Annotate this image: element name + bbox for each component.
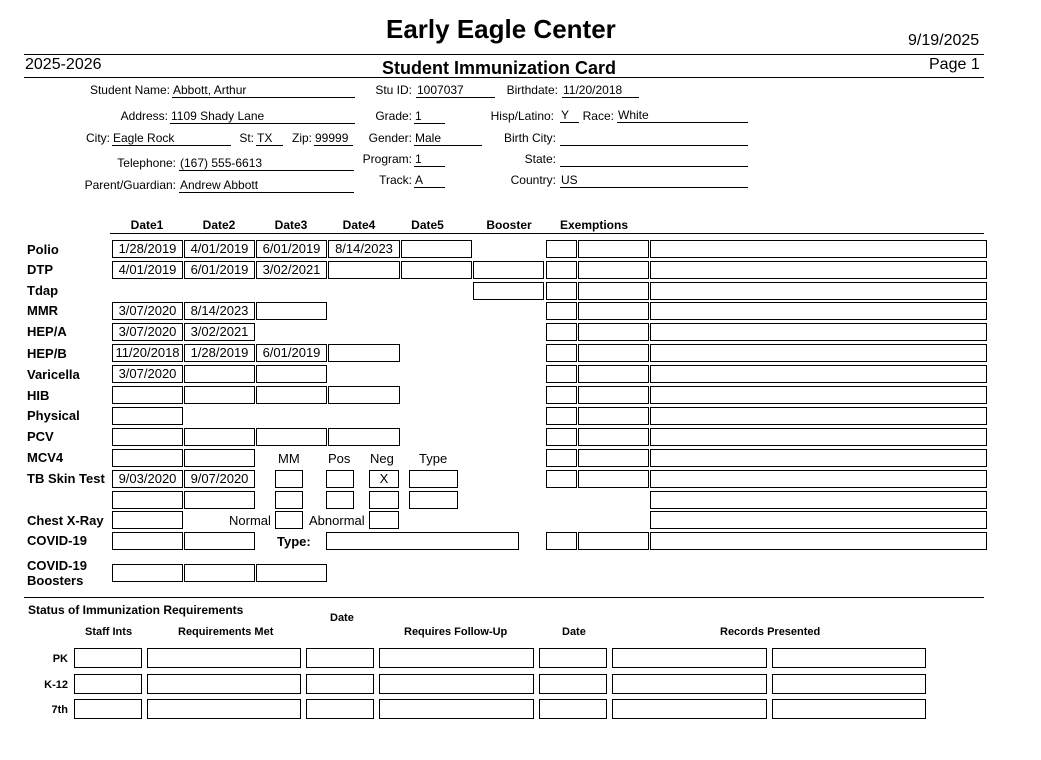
date-field[interactable]	[306, 699, 374, 719]
date-field[interactable]: 4/01/2019	[184, 240, 255, 258]
exemption-note[interactable]	[650, 240, 987, 258]
exemption-check[interactable]	[546, 240, 577, 258]
grade-value: 1	[414, 109, 445, 124]
date-field[interactable]	[112, 564, 183, 582]
date-field[interactable]: 3/02/2021	[256, 261, 327, 279]
date-field[interactable]	[184, 365, 255, 383]
exemption-note[interactable]	[650, 344, 987, 362]
vaccine-label: COVID-19	[27, 558, 87, 573]
stu-id-value: 1007037	[416, 83, 495, 98]
date-field[interactable]	[539, 699, 607, 719]
stu-id-label: Stu ID:	[375, 83, 412, 97]
race-label: Race:	[582, 109, 614, 123]
print-date: 9/19/2025	[908, 32, 980, 49]
exemption-note[interactable]	[650, 261, 987, 279]
status-row-label: 7th	[51, 704, 68, 716]
date-field[interactable]	[256, 428, 327, 446]
vaccine-label: HEP/B	[27, 346, 67, 361]
exemption-date[interactable]	[578, 428, 649, 446]
tb-neg-label: Neg	[370, 451, 394, 466]
hisp-label: Hisp/Latino:	[490, 109, 554, 123]
normal-check[interactable]	[275, 511, 303, 529]
vaccine-label: DTP	[27, 262, 53, 277]
date-field[interactable]: 3/07/2020	[112, 365, 183, 383]
exemption-date[interactable]	[578, 532, 649, 550]
vaccine-label: Varicella	[27, 367, 80, 382]
birthdate-label: Birthdate:	[506, 83, 558, 97]
date-field[interactable]: 3/07/2020	[112, 302, 183, 320]
tb-mm-label: MM	[278, 451, 300, 466]
exemption-note[interactable]	[650, 365, 987, 383]
date-field[interactable]	[112, 532, 183, 550]
state-label: St:	[239, 131, 254, 145]
status-col-records: Records Presented	[720, 626, 821, 638]
zip-value: 99999	[314, 131, 353, 146]
date-field[interactable]	[184, 386, 255, 404]
city-value: Eagle Rock	[112, 131, 231, 146]
abnormal-label: Abnormal	[309, 513, 365, 528]
vaccine-label: Boosters	[27, 573, 84, 588]
date-field[interactable]	[256, 365, 327, 383]
exemption-check[interactable]	[546, 344, 577, 362]
date-field[interactable]	[112, 428, 183, 446]
col-date5: Date5	[411, 218, 444, 232]
parent-label: Parent/Guardian:	[84, 178, 176, 192]
vaccine-label: Chest X-Ray	[27, 513, 104, 528]
date-field[interactable]: 3/07/2020	[112, 323, 183, 341]
header-divider	[24, 54, 984, 55]
vaccine-label: COVID-19	[27, 533, 87, 548]
exemption-date[interactable]	[578, 470, 649, 488]
exemption-check[interactable]	[546, 470, 577, 488]
exemption-date[interactable]	[578, 407, 649, 425]
col-exemptions: Exemptions	[560, 218, 629, 232]
track-label: Track:	[379, 173, 412, 187]
date-field[interactable]: 6/01/2019	[256, 344, 327, 362]
city-label: City:	[86, 131, 110, 145]
normal-label: Normal	[229, 513, 271, 528]
exemption-check[interactable]	[546, 532, 577, 550]
staff-ints-field[interactable]	[74, 699, 142, 719]
exemption-date[interactable]	[578, 386, 649, 404]
date-field[interactable]: 11/20/2018	[112, 344, 183, 362]
date-field[interactable]	[184, 532, 255, 550]
hisp-value: Y	[560, 108, 579, 123]
race-value: White	[617, 108, 748, 123]
col-date4: Date4	[342, 218, 376, 232]
date-field[interactable]	[306, 674, 374, 694]
exemption-date[interactable]	[578, 240, 649, 258]
exemption-date[interactable]	[578, 282, 649, 300]
booster-field[interactable]	[473, 261, 544, 279]
exemption-note[interactable]	[650, 449, 987, 467]
vaccine-label: Polio	[27, 242, 59, 257]
birth-state-label: State:	[524, 152, 556, 166]
exemption-check[interactable]	[546, 386, 577, 404]
status-col-staff: Staff Ints	[85, 626, 133, 638]
vaccine-label: HEP/A	[27, 324, 67, 339]
col-date2: Date2	[202, 218, 236, 232]
date-field[interactable]	[184, 428, 255, 446]
columns-divider	[110, 233, 984, 234]
exemption-note[interactable]	[650, 428, 987, 446]
exemption-note[interactable]	[650, 470, 987, 488]
exemption-note[interactable]	[650, 386, 987, 404]
req-met-field[interactable]	[147, 674, 301, 694]
date-field[interactable]: 8/14/2023	[328, 240, 400, 258]
date-field[interactable]	[256, 564, 327, 582]
page-number: Page 1	[929, 56, 980, 73]
date-field[interactable]: 6/01/2019	[184, 261, 255, 279]
student-name-value: Abbott, Arthur	[172, 83, 355, 98]
date-field[interactable]	[539, 648, 607, 668]
date-field[interactable]: 4/01/2019	[112, 261, 183, 279]
date-field[interactable]	[112, 449, 183, 467]
address-value: 1109 Shady Lane	[170, 109, 355, 124]
date-field[interactable]	[112, 407, 183, 425]
records-field[interactable]	[612, 674, 767, 694]
covid-type-field[interactable]	[326, 532, 519, 550]
country-label: Country:	[510, 173, 556, 187]
program-value: 1	[414, 152, 445, 167]
col-date1: Date1	[130, 218, 164, 232]
date-field[interactable]	[112, 511, 183, 529]
date-field[interactable]: 9/07/2020	[184, 470, 255, 488]
tb-type-field[interactable]	[409, 470, 458, 488]
exemption-note[interactable]	[650, 532, 987, 550]
date-field[interactable]	[112, 386, 183, 404]
date-field[interactable]	[328, 428, 400, 446]
exemption-check[interactable]	[546, 428, 577, 446]
status-title: Status of Immunization Requirements	[28, 603, 244, 617]
exemption-check[interactable]	[546, 449, 577, 467]
school-year: 2025-2026	[25, 56, 102, 73]
records-field[interactable]	[612, 648, 767, 668]
exemption-note[interactable]	[650, 302, 987, 320]
exemption-note[interactable]	[650, 407, 987, 425]
exemption-date[interactable]	[578, 302, 649, 320]
exemption-note[interactable]	[650, 491, 987, 509]
date-field[interactable]	[328, 344, 400, 362]
follow-up-field[interactable]	[379, 699, 534, 719]
exemption-check[interactable]	[546, 282, 577, 300]
exemption-check[interactable]	[546, 365, 577, 383]
vaccine-label: Tdap	[27, 283, 59, 298]
status-row-label: K-12	[44, 679, 68, 691]
covid-type-label: Type:	[277, 534, 311, 549]
date-field[interactable]: 1/28/2019	[184, 344, 255, 362]
date-field[interactable]	[112, 491, 183, 509]
req-met-field[interactable]	[147, 699, 301, 719]
country-value: US	[560, 173, 748, 188]
birth-city-value	[560, 131, 748, 146]
tb-mm-field[interactable]	[275, 470, 303, 488]
exemption-check[interactable]	[546, 261, 577, 279]
tb-pos-label: Pos	[328, 451, 351, 466]
date-field[interactable]: 1/28/2019	[112, 240, 183, 258]
state-value: TX	[256, 131, 283, 146]
abnormal-check[interactable]	[369, 511, 399, 529]
exemption-check[interactable]	[546, 407, 577, 425]
tb-mm-field[interactable]	[275, 491, 303, 509]
date-field[interactable]: 8/14/2023	[184, 302, 255, 320]
zip-label: Zip:	[291, 131, 312, 145]
tb-neg-field[interactable]: X	[369, 470, 399, 488]
tb-neg-field[interactable]	[369, 491, 399, 509]
records-field[interactable]	[772, 699, 926, 719]
exemption-date[interactable]	[578, 449, 649, 467]
status-col-req-met: Requirements Met	[178, 626, 274, 638]
status-col-follow: Requires Follow-Up	[404, 626, 508, 638]
telephone-label: Telephone:	[117, 156, 176, 170]
date-field[interactable]	[306, 648, 374, 668]
exemption-note[interactable]	[650, 323, 987, 341]
gender-label: Gender:	[368, 131, 412, 145]
exemption-check[interactable]	[546, 323, 577, 341]
program-label: Program:	[362, 152, 412, 166]
center-name: Early Eagle Center	[386, 14, 616, 44]
date-field[interactable]	[184, 564, 255, 582]
records-field[interactable]	[772, 648, 926, 668]
birth-state-value	[560, 152, 748, 167]
date-field[interactable]	[539, 674, 607, 694]
exemption-date[interactable]	[578, 344, 649, 362]
student-name-label: Student Name:	[89, 83, 170, 97]
booster-field[interactable]	[473, 282, 544, 300]
tb-pos-field[interactable]	[326, 470, 354, 488]
card-title: Student Immunization Card	[382, 58, 616, 78]
address-label: Address:	[120, 109, 168, 123]
date-field[interactable]: 9/03/2020	[112, 470, 183, 488]
telephone-value: (167) 555-6613	[179, 156, 354, 171]
exemption-date[interactable]	[578, 323, 649, 341]
exemption-check[interactable]	[546, 302, 577, 320]
status-col-date2: Date	[562, 626, 586, 638]
staff-ints-field[interactable]	[74, 674, 142, 694]
gender-value: Male	[414, 131, 482, 146]
date-field[interactable]	[184, 491, 255, 509]
follow-up-field[interactable]	[379, 674, 534, 694]
vaccine-label: PCV	[27, 429, 54, 444]
status-divider	[24, 597, 984, 598]
col-date3: Date3	[274, 218, 308, 232]
status-col-date: Date	[330, 612, 354, 624]
vaccine-label: Physical	[27, 408, 80, 423]
date-field[interactable]	[256, 386, 327, 404]
tb-pos-field[interactable]	[326, 491, 354, 509]
date-field[interactable]	[328, 386, 400, 404]
birthdate-value: 11/20/2018	[562, 83, 639, 98]
status-row-label: PK	[52, 653, 68, 665]
date-field[interactable]: 6/01/2019	[256, 240, 327, 258]
date-field[interactable]	[256, 302, 327, 320]
vaccine-label: MMR	[27, 303, 59, 318]
follow-up-field[interactable]	[379, 648, 534, 668]
grade-label: Grade:	[375, 109, 412, 123]
tb-type-label: Type	[419, 451, 448, 466]
birth-city-label: Birth City:	[503, 131, 556, 145]
date-field[interactable]	[401, 261, 472, 279]
date-field[interactable]	[328, 261, 400, 279]
col-booster: Booster	[486, 218, 532, 232]
vaccine-label: HIB	[27, 388, 50, 403]
parent-value: Andrew Abbott	[179, 178, 354, 193]
date-field[interactable]	[401, 240, 472, 258]
req-met-field[interactable]	[147, 648, 301, 668]
exemption-note[interactable]	[650, 511, 987, 529]
exemption-note[interactable]	[650, 282, 987, 300]
tb-type-field[interactable]	[409, 491, 458, 509]
title-underline	[24, 77, 984, 78]
vaccine-label: TB Skin Test	[27, 471, 105, 486]
vaccine-label: MCV4	[27, 450, 64, 465]
records-field[interactable]	[772, 674, 926, 694]
exemption-date[interactable]	[578, 365, 649, 383]
staff-ints-field[interactable]	[74, 648, 142, 668]
track-value: A	[414, 173, 445, 188]
exemption-date[interactable]	[578, 261, 649, 279]
date-field[interactable]	[184, 449, 255, 467]
records-field[interactable]	[612, 699, 767, 719]
date-field[interactable]: 3/02/2021	[184, 323, 255, 341]
